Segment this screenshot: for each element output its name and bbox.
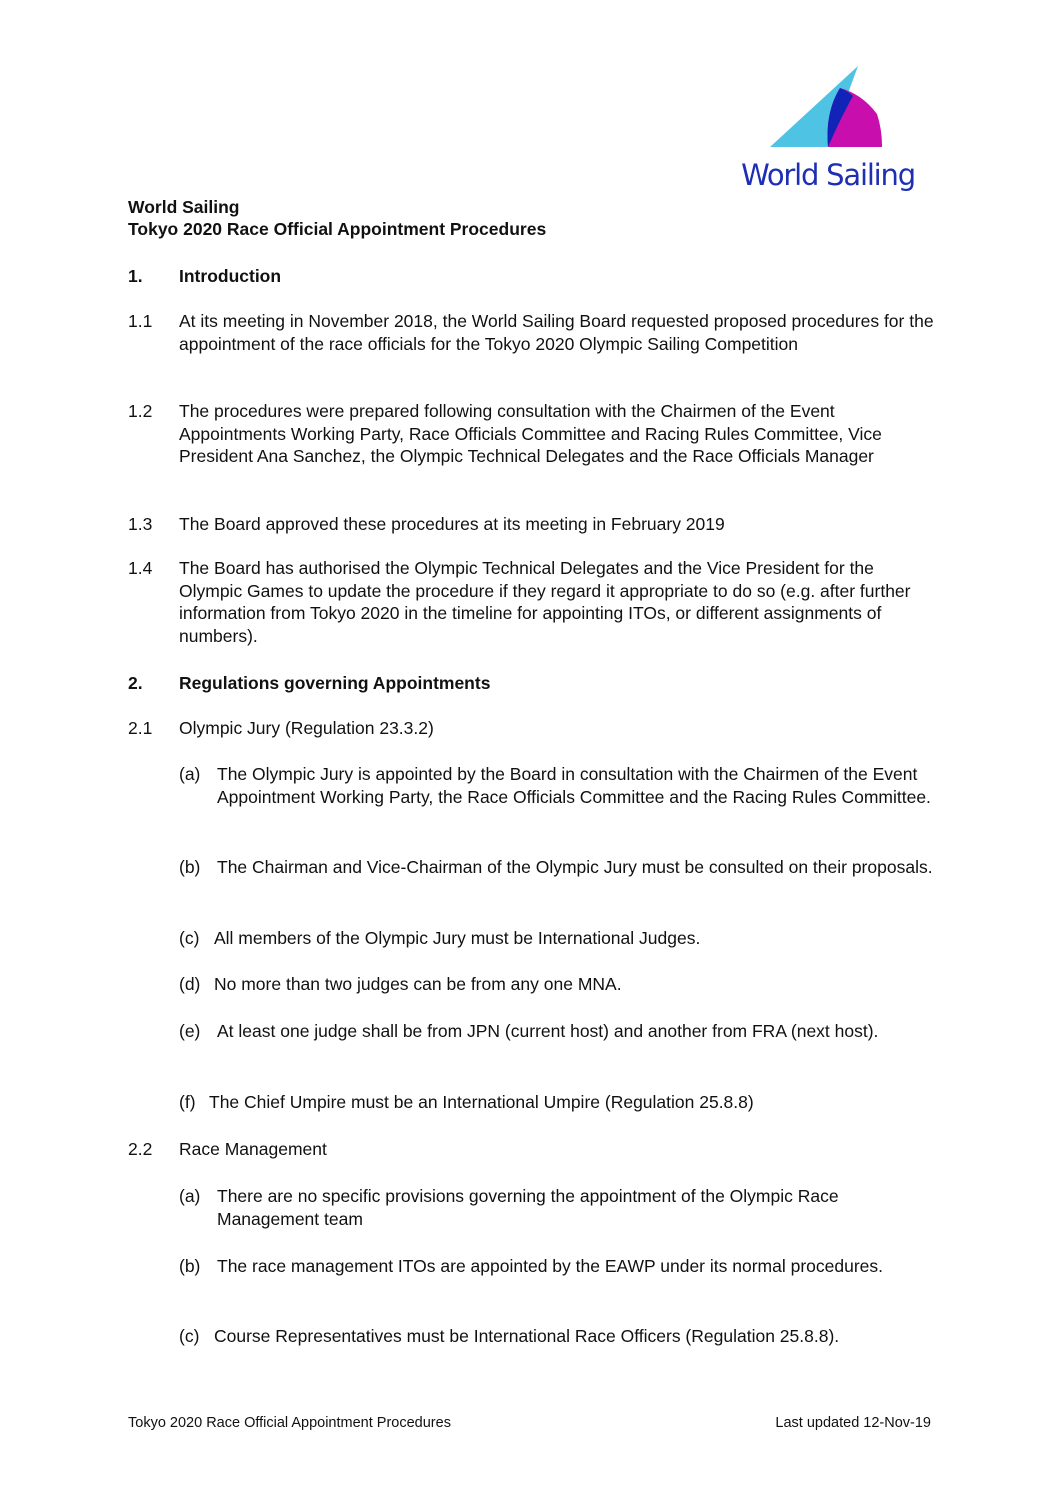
- item-text: Course Representatives must be International Race Officers (Regulation 25.8.8).: [214, 1326, 840, 1346]
- document-header: [128, 196, 546, 240]
- paragraph-number: 2.2: [128, 1139, 153, 1159]
- paragraph-text: Olympic Jury (Regulation 23.3.2): [179, 718, 434, 738]
- list-item: [179, 927, 939, 950]
- paragraph: [128, 513, 938, 536]
- footer-title: Tokyo 2020 Race Official Appointment Procedures: [128, 1415, 451, 1431]
- org-name: World Sailing: [128, 197, 240, 217]
- item-label: (c): [179, 928, 200, 948]
- item-label: (b): [179, 857, 201, 877]
- list-item: [179, 763, 939, 808]
- item-text: The Chairman and Vice-Chairman of the Olympic Jury must be consulted on their proposals.: [217, 857, 933, 877]
- paragraph: [128, 310, 938, 355]
- document-title: Tokyo 2020 Race Official Appointment Procedures: [128, 219, 547, 239]
- section-title: Regulations governing Appointments: [179, 673, 491, 693]
- section-title: Introduction: [179, 266, 282, 286]
- paragraph-number: 2.1: [128, 718, 153, 738]
- list-item: [179, 1091, 939, 1114]
- item-label: (d): [179, 974, 201, 994]
- section-number: 1.: [128, 266, 143, 286]
- footer-last-updated: Last updated 12-Nov-19: [775, 1415, 931, 1431]
- item-label: (a): [179, 764, 201, 784]
- paragraph-text: The Board approved these procedures at its meeting in February 2019: [179, 514, 725, 534]
- list-item: [179, 856, 939, 879]
- paragraph-number: 1.1: [128, 311, 153, 331]
- section-heading: [128, 672, 938, 695]
- paragraph: [128, 1138, 938, 1161]
- paragraph: [128, 717, 938, 740]
- paragraph-text: The Board has authorised the Olympic Technical Delegates and the Vice President for the Olympic Games to update the procedure if they regard it appropriate to do so (e.g. after further information from Tokyo 2020 in the timeline for appointing ITOs, or different assignments of numbers).: [179, 558, 911, 646]
- list-item: [179, 1255, 939, 1278]
- paragraph-number: 1.3: [128, 514, 153, 534]
- paragraph-text: The procedures were prepared following consultation with the Chairmen of the Event Appointments Working Party, Race Officials Committee and Racing Rules Committee, Vice President Ana Sanchez, the Olympic Technical Delegates and the Race Officials Manager: [179, 401, 882, 466]
- section-heading: [128, 265, 938, 288]
- list-item: [179, 1020, 939, 1043]
- item-text: No more than two judges can be from any one MNA.: [214, 974, 622, 994]
- item-text: The race management ITOs are appointed by the EAWP under its normal procedures.: [217, 1256, 883, 1276]
- item-text: All members of the Olympic Jury must be International Judges.: [214, 928, 701, 948]
- paragraph: [128, 557, 938, 647]
- list-item: [179, 1185, 939, 1230]
- section-number: 2.: [128, 673, 143, 693]
- paragraph-number: 1.2: [128, 401, 153, 421]
- list-item: [179, 973, 939, 996]
- item-label: (e): [179, 1021, 201, 1041]
- item-label: (f): [179, 1092, 196, 1112]
- item-text: The Olympic Jury is appointed by the Board in consultation with the Chairmen of the Event Appointment Working Party, the Race Officials Committee and the Racing Rules Committee.: [217, 764, 931, 807]
- list-item: [179, 1325, 939, 1348]
- item-text: At least one judge shall be from JPN (current host) and another from FRA (next host).: [217, 1021, 879, 1041]
- world-sailing-logo: [722, 64, 934, 198]
- item-label: (b): [179, 1256, 201, 1276]
- logo-wordmark: World Sailing: [741, 158, 915, 192]
- paragraph: [128, 400, 938, 468]
- item-text: The Chief Umpire must be an International Umpire (Regulation 25.8.8): [209, 1092, 754, 1112]
- paragraph-text: Race Management: [179, 1139, 327, 1159]
- sail-icon: [722, 64, 934, 158]
- item-text: There are no specific provisions governing the appointment of the Olympic Race Management team: [217, 1186, 839, 1229]
- paragraph-text: At its meeting in November 2018, the World Sailing Board requested proposed procedures for the appointment of the race officials for the Tokyo 2020 Olympic Sailing Competition: [179, 311, 934, 354]
- item-label: (a): [179, 1186, 201, 1206]
- item-label: (c): [179, 1326, 200, 1346]
- paragraph-number: 1.4: [128, 558, 153, 578]
